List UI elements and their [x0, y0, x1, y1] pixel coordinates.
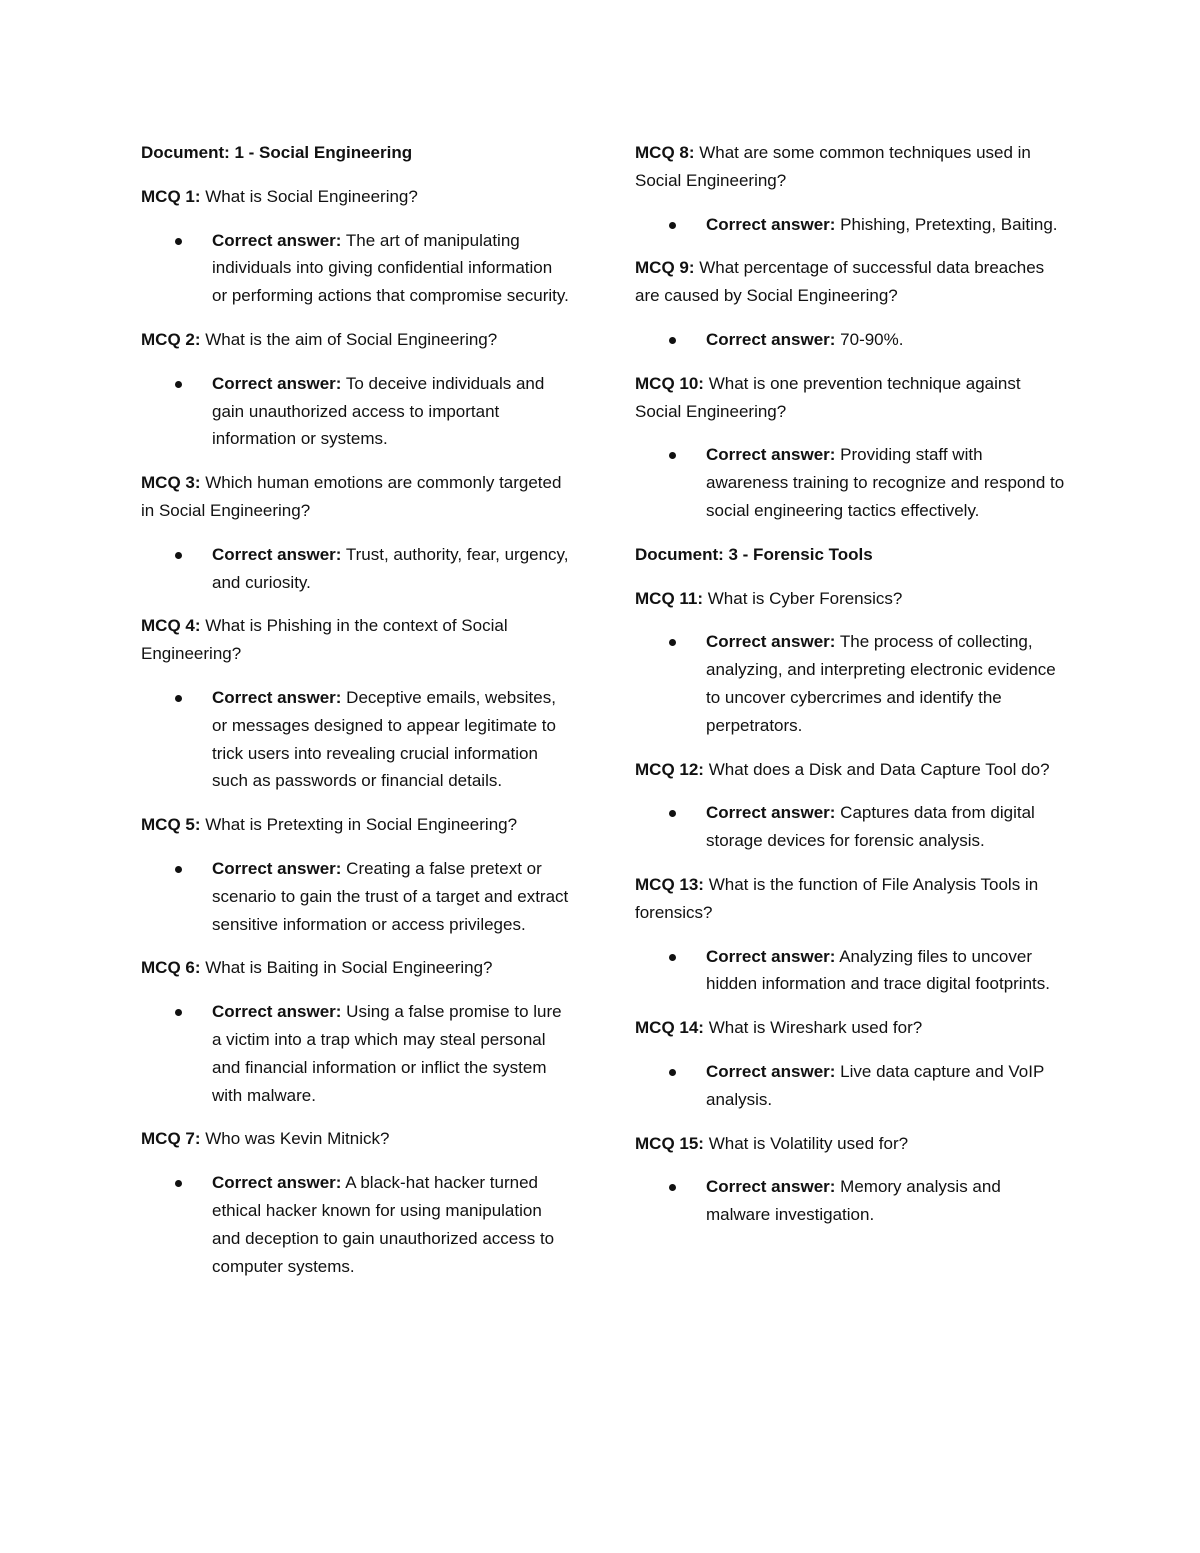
- answer-text: The process of collecting, analyzing, and interpreting electronic evidence to uncover cybercrimes and identify the perpetrators.: [706, 632, 1056, 735]
- question: [141, 612, 571, 668]
- correct-answer-label: Correct answer:: [706, 445, 836, 465]
- answer-item: [141, 684, 571, 795]
- correct-answer-label: Correct answer:: [706, 632, 836, 652]
- question-number: MCQ 2:: [141, 329, 201, 349]
- bullet-icon: [175, 695, 182, 702]
- document-heading: Document: 3 - Forensic Tools: [635, 544, 873, 564]
- question: [635, 370, 1065, 426]
- question: [635, 756, 1065, 784]
- question-number: MCQ 15:: [635, 1133, 704, 1153]
- answer-text: Captures data from digital storage devices for forensic analysis.: [706, 803, 1035, 851]
- question-text: Who was Kevin Mitnick?: [200, 1129, 390, 1149]
- question: [635, 139, 1065, 195]
- question-number: MCQ 14:: [635, 1018, 704, 1038]
- bullet-icon: [175, 238, 182, 245]
- question-number: MCQ 6:: [141, 958, 201, 978]
- correct-answer-label: Correct answer:: [706, 214, 836, 234]
- question: [141, 469, 571, 525]
- answer-text: To deceive individuals and gain unauthorized access to important information or systems.: [212, 373, 545, 449]
- answer-item: [141, 541, 571, 597]
- bullet-icon: [175, 1009, 182, 1016]
- question-number: MCQ 4:: [141, 616, 201, 636]
- bullet-icon: [175, 1180, 182, 1187]
- question-text: What is Social Engineering?: [200, 186, 418, 206]
- bullet-icon: [669, 222, 676, 229]
- bullet-icon: [669, 810, 676, 817]
- document-heading: Document: 1 - Social Engineering: [141, 143, 413, 162]
- answer-item: [635, 943, 1065, 999]
- answer-item: [635, 628, 1065, 739]
- correct-answer-label: Correct answer:: [706, 1061, 836, 1081]
- question-number: MCQ 5:: [141, 815, 201, 835]
- question: [141, 811, 571, 839]
- question-number: MCQ 13:: [635, 874, 704, 894]
- question: [141, 954, 571, 982]
- correct-answer-label: Correct answer:: [706, 946, 836, 966]
- question-text: What is Baiting in Social Engineering?: [200, 958, 493, 978]
- question-number: MCQ 3:: [141, 473, 201, 493]
- bullet-icon: [175, 866, 182, 873]
- answer-item: [635, 1058, 1065, 1114]
- question-number: MCQ 8:: [635, 143, 695, 162]
- question: [635, 1130, 1065, 1158]
- answer-text: Trust, authority, fear, urgency, and curiosity.: [212, 544, 569, 592]
- answer-text: Live data capture and VoIP analysis.: [706, 1061, 1045, 1109]
- answer-text: Providing staff with awareness training to recognize and respond to social engineering tactics effectively.: [706, 445, 1065, 520]
- correct-answer-label: Correct answer:: [212, 1173, 342, 1193]
- answer-item: [141, 855, 571, 938]
- question-number: MCQ 10:: [635, 373, 704, 393]
- answer-text: A black-hat hacker turned ethical hacker known for using manipulation and deception to gain unauthorized access to computer systems.: [212, 1173, 555, 1276]
- question-text: What is Cyber Forensics?: [703, 588, 903, 608]
- correct-answer-label: Correct answer:: [212, 1002, 342, 1022]
- question-text: What is Pretexting in Social Engineering?: [200, 815, 518, 835]
- question-number: MCQ 11:: [635, 588, 704, 608]
- question-number: MCQ 9:: [635, 258, 695, 278]
- question-text: What is the function of File Analysis Tools in forensics?: [635, 874, 1039, 922]
- question: [141, 1125, 571, 1153]
- question-text: Which human emotions are commonly targeted in Social Engineering?: [141, 473, 562, 520]
- answer-item: [141, 998, 571, 1109]
- answer-item: [635, 326, 1065, 354]
- answer-text: Analyzing files to uncover hidden information and trace digital footprints.: [706, 946, 1050, 994]
- answer-item: [635, 211, 1065, 239]
- bullet-icon: [175, 552, 182, 559]
- question-text: What percentage of successful data breaches are caused by Social Engineering?: [635, 258, 1045, 306]
- answer-item: [141, 370, 571, 453]
- question-number: MCQ 7:: [141, 1129, 201, 1149]
- question-text: What does a Disk and Data Capture Tool do?: [703, 759, 1050, 779]
- question: [635, 585, 1065, 613]
- bullet-icon: [669, 1184, 676, 1191]
- bullet-icon: [669, 1069, 676, 1076]
- question-text: What are some common techniques used in Social Engineering?: [635, 143, 1031, 190]
- answer-text: Phishing, Pretexting, Baiting.: [835, 214, 1058, 234]
- question: [635, 871, 1065, 927]
- correct-answer-label: Correct answer:: [706, 1177, 836, 1197]
- answer-text: Memory analysis and malware investigation.: [706, 1177, 1001, 1225]
- question: [141, 183, 571, 211]
- question-number: MCQ 1:: [141, 186, 201, 206]
- correct-answer-label: Correct answer:: [212, 858, 342, 878]
- question: [141, 326, 571, 354]
- answer-text: Deceptive emails, websites, or messages designed to appear legitimate to trick users into revealing crucial information such as passwords or financial details.: [212, 687, 556, 791]
- answer-item: [635, 441, 1065, 524]
- correct-answer-label: Correct answer:: [212, 373, 342, 393]
- answer-item: [141, 227, 571, 310]
- bullet-icon: [669, 639, 676, 646]
- answer-text: 70-90%.: [835, 329, 904, 349]
- left-column: [141, 139, 571, 1296]
- right-column: [635, 139, 1065, 1245]
- correct-answer-label: Correct answer:: [212, 544, 342, 564]
- correct-answer-label: Correct answer:: [212, 230, 342, 250]
- question-number: MCQ 12:: [635, 759, 704, 779]
- answer-text: Using a false promise to lure a victim into a trap which may steal personal and financial information or inflict the system with malware.: [212, 1002, 562, 1105]
- answer-item: [635, 1173, 1065, 1229]
- question-text: What is Volatility used for?: [703, 1133, 909, 1153]
- question: [635, 1014, 1065, 1042]
- answer-item: [635, 799, 1065, 855]
- correct-answer-label: Correct answer:: [706, 803, 836, 823]
- bullet-icon: [669, 954, 676, 961]
- answer-item: [141, 1169, 571, 1280]
- question-text: What is one prevention technique against Social Engineering?: [635, 373, 1021, 421]
- question: [635, 254, 1065, 310]
- bullet-icon: [669, 452, 676, 459]
- question-text: What is Wireshark used for?: [703, 1018, 923, 1038]
- correct-answer-label: Correct answer:: [706, 329, 836, 349]
- answer-text: Creating a false pretext or scenario to gain the trust of a target and extract sensitive information or access privileges.: [212, 858, 569, 934]
- answer-text: The art of manipulating individuals into giving confidential information or performing actions that compromise security.: [212, 230, 569, 306]
- question-text: What is Phishing in the context of Social Engineering?: [141, 616, 508, 664]
- question-text: What is the aim of Social Engineering?: [200, 329, 498, 349]
- bullet-icon: [175, 381, 182, 388]
- bullet-icon: [669, 337, 676, 344]
- correct-answer-label: Correct answer:: [212, 687, 342, 707]
